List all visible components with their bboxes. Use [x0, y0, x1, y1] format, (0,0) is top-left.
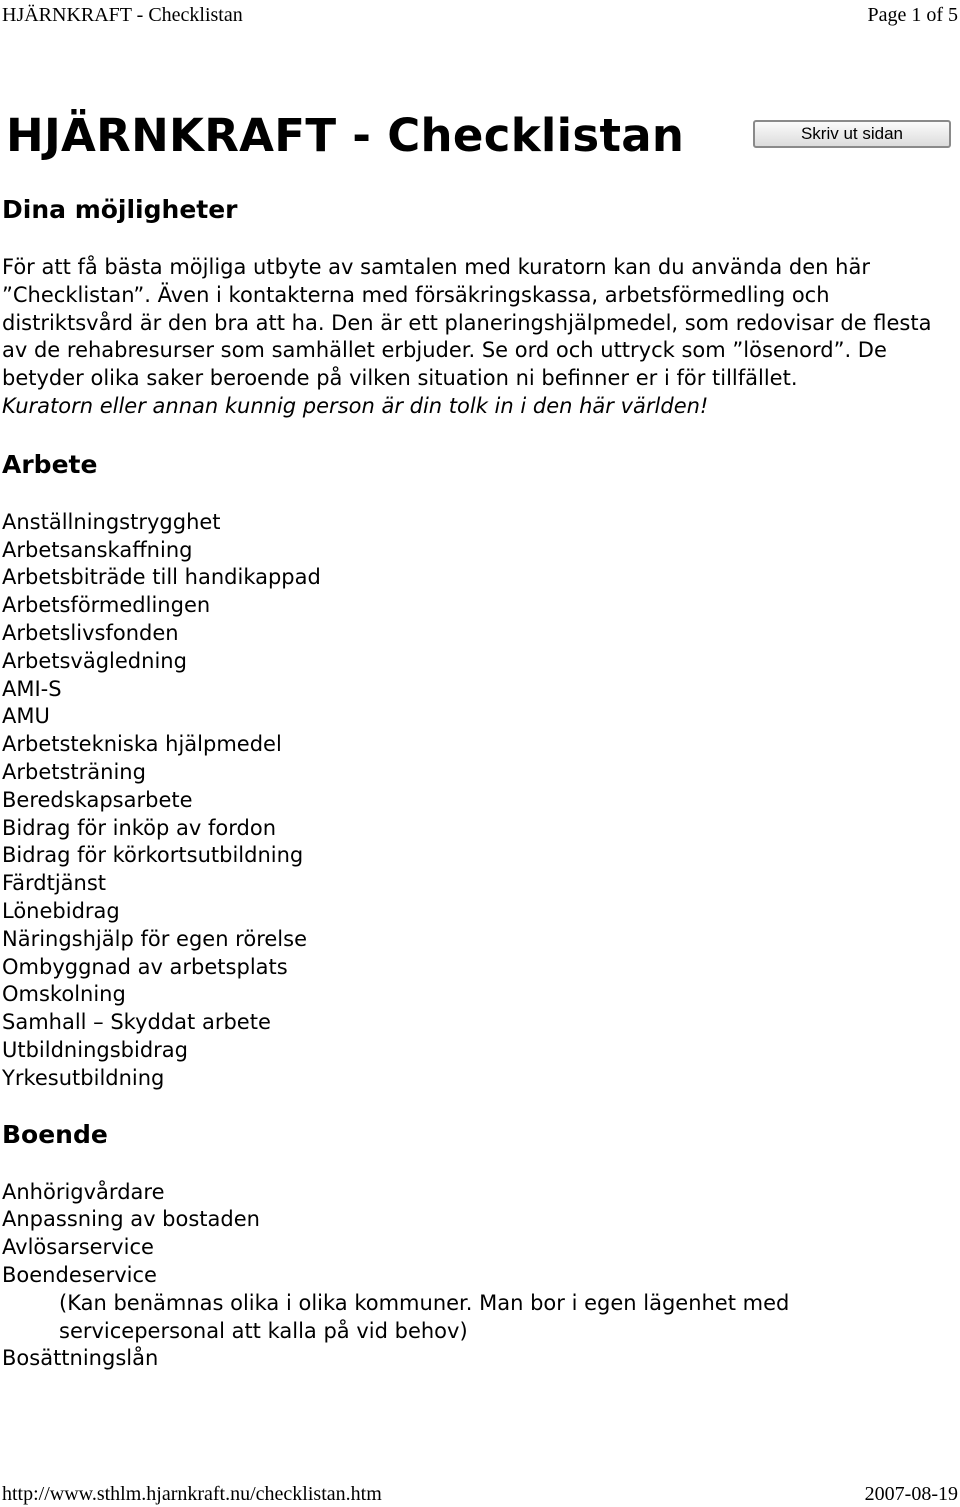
list-item: Ombyggnad av arbetsplats: [2, 954, 288, 979]
list-item: Anhörigvårdare: [2, 1179, 165, 1204]
print-footer-url: http://www.sthlm.hjarnkraft.nu/checklistan.htm: [2, 1483, 382, 1505]
list-item: Arbetsträning: [2, 759, 146, 784]
page-title: HJÄRNKRAFT - Checklistan: [6, 109, 685, 162]
list-item: Anställningstrygghet: [2, 509, 221, 534]
list-item: Näringshjälp för egen rörelse: [2, 926, 307, 951]
intro-paragraph: För att få bästa möjliga utbyte av samtalen med kuratorn kan du använda den här ”Checklistan”. Även i kontakterna med försäkringskassa, arbetsförmedling och distriktsvård är den bra att ha. Den är ett planeringshjälpmedel, som redovisar de flesta av de rehabresurser som samhället erbjuder. Se ord och uttryck som ”lösenord”. De betyder olika saker beroende på vilken situation ni befinner er i för tillfället.: [2, 255, 932, 391]
boende-list: [2, 1179, 958, 1374]
intro-emphasis: Kuratorn eller annan kunnig person är din tolk in i den här världen!: [2, 393, 709, 418]
list-item: Samhall – Skyddat arbete: [2, 1010, 271, 1035]
list-item: Arbetslivsfonden: [2, 620, 179, 645]
list-item: AMU: [2, 704, 50, 729]
list-item: Bidrag för inköp av fordon: [2, 815, 277, 840]
arbete-list: [2, 509, 958, 1093]
list-item: Avlösarservice: [2, 1235, 154, 1260]
print-header-page-info: Page 1 of 5: [867, 4, 958, 26]
list-item: Arbetstekniska hjälpmedel: [2, 732, 282, 757]
main-content: [2, 192, 958, 1373]
print-header-title: HJÄRNKRAFT - Checklistan: [2, 4, 243, 26]
list-item: Arbetsförmedlingen: [2, 593, 211, 618]
list-item: Bosättningslån: [2, 1346, 159, 1371]
list-item: Arbetsbiträde till handikappad: [2, 565, 321, 590]
section-heading-boende: Boende: [2, 1119, 108, 1149]
list-item: Yrkesutbildning: [2, 1065, 165, 1090]
list-item: Arbetsanskaffning: [2, 537, 193, 562]
list-item: AMI-S: [2, 676, 62, 701]
list-item: Boendeservice: [2, 1262, 157, 1287]
print-header: [0, 2, 960, 28]
section-heading-arbete: Arbete: [2, 449, 98, 479]
list-item: Färdtjänst: [2, 871, 107, 896]
intro-paragraph-block: [2, 254, 958, 421]
list-item: Anpassning av bostaden: [2, 1207, 260, 1232]
print-footer-date: 2007-08-19: [864, 1483, 958, 1505]
intro-heading: Dina möjligheter: [2, 195, 238, 224]
list-item: Lönebidrag: [2, 898, 120, 923]
list-item: Utbildningsbidrag: [2, 1037, 188, 1062]
list-item: Arbetsvägledning: [2, 648, 187, 673]
list-item: Bidrag för körkortsutbildning: [2, 843, 304, 868]
list-item: Omskolning: [2, 982, 126, 1007]
list-item: Beredskapsarbete: [2, 787, 193, 812]
boendeservice-note: (Kan benämnas olika i olika kommuner. Man bor i egen lägenhet med servicepersonal att kalla på vid behov): [59, 1290, 790, 1343]
print-footer: [0, 1481, 960, 1507]
print-page-button[interactable]: Skriv ut sidan: [753, 120, 951, 148]
